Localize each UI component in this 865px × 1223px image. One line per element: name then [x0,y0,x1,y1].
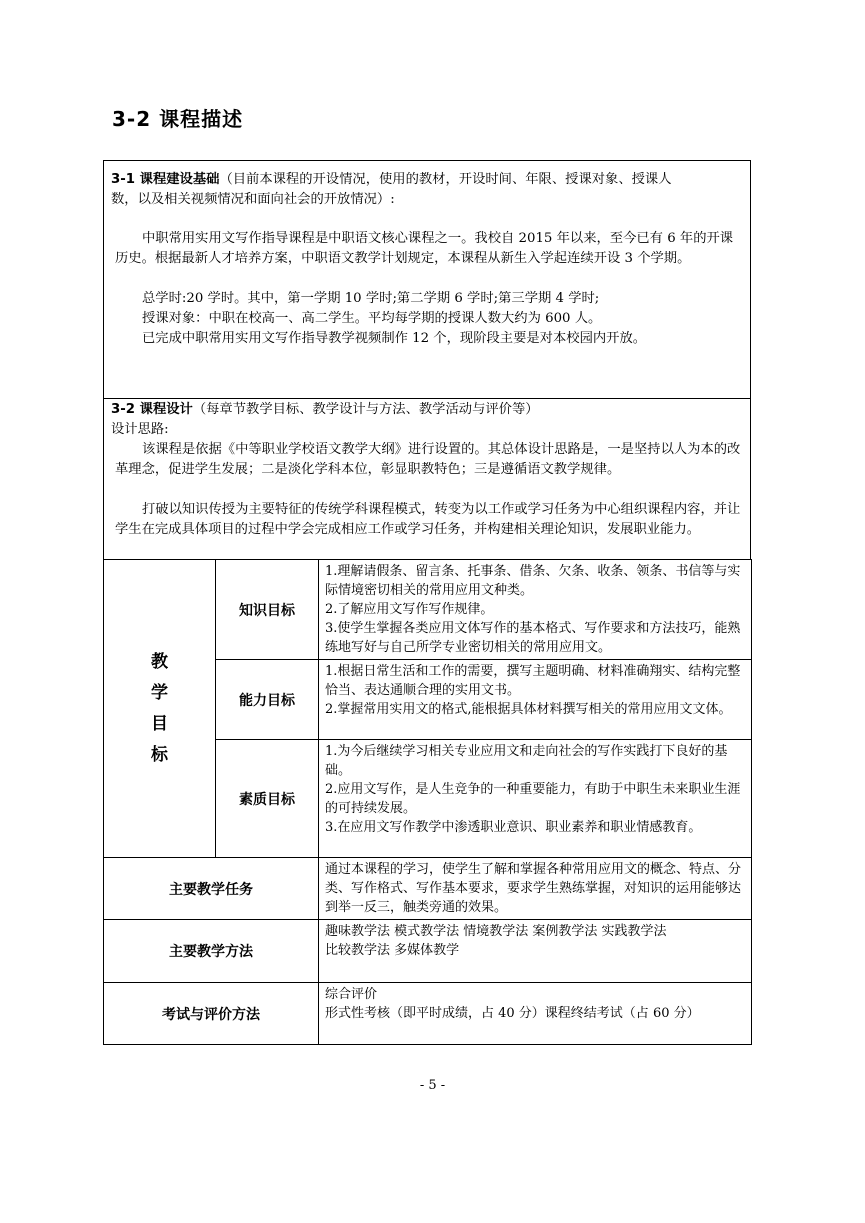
design-ideas-label: 设计思路: [111,422,169,437]
page-number: - 5 - [419,1078,446,1093]
evaluation-content: 综合评价 形式性考核（即平时成绩，占 40 分）课程终结考试（占 60 分） [319,983,752,1045]
course-design-block [103,398,751,559]
course-foundation-para-3: 授课对象：中职在校高一、高二学生。平均每学期的授课人数大约为 600 人。 [142,311,602,326]
section-title: 3-2 课程描述 [112,107,244,131]
course-foundation-block [103,160,751,399]
main-tasks-content: 通过本课程的学习，使学生了解和掌握各种常用应用文的概念、特点、分类、写作格式、写作基本要求，要求学生熟练掌握，对知识的运用能够达到举一反三，触类旁通的效果。 [319,858,752,920]
design-ideas-para-1: 该课程是依据《中等职业学校语文教学大纲》进行设置的。其总体设计思路是，一是坚持以人为本的改革理念，促进学生发展；二是淡化学科本位，彰显职教特色；三是遵循语文教学规律。 [115,442,741,477]
knowledge-goal-content: 1.理解请假条、留言条、托事条、借条、欠条、收条、领条、书信等与实际情境密切相关的常用应用文种类。 2.了解应用文写作写作规律。 3.使学生掌握各类应用文体写作的基本格式、写作要求和方法技巧，能熟练地写好与自己所学专业密切相关的常用应用文。 [319,560,752,660]
main-methods-row [104,920,752,983]
main-methods-content: 趣味教学法 模式教学法 情境教学法 案例教学法 实践教学法 比较教学法 多媒体教学 [319,920,752,983]
ability-goal-label: 能力目标 [216,660,319,740]
main-tasks-label: 主要教学任务 [104,858,319,920]
course-foundation-heading [111,170,743,210]
course-foundation-para-1: 中职常用实用文写作指导课程是中职语文核心课程之一。我校自 2015 年以来，至今已有 6 年的开课历史。根据最新人才培养方案，中职语文教学计划规定，本课程从新生入学起连续开设 3 个学期。 [115,231,734,266]
evaluation-label: 考试与评价方法 [104,983,319,1045]
course-foundation-para-2: 总学时:20 学时。其中，第一学期 10 学时;第二学期 6 学时;第三学期 4 学时; [142,291,600,306]
quality-goal-label: 素质目标 [216,740,319,858]
main-tasks-row [104,858,752,920]
course-design-title: 3-2 课程设计 [111,402,193,417]
goal-row-knowledge [104,560,752,660]
course-design-heading [111,400,743,420]
course-foundation-note-1: （目前本课程的开设情况，使用的教材，开设时间、年限、授课对象、授课人 [219,172,672,187]
course-design-note: （每章节教学目标、教学设计与方法、教学活动与评价等） [192,402,539,417]
quality-goal-content: 1.为今后继续学习相关专业应用文和走向社会的写作实践打下良好的基础。 2.应用文写作，是人生竞争的一种重要能力，有助于中职生未来职业生涯的可持续发展。 3.在应用文写作教学中渗透职业意识、职业素养和职业情感教育。 [319,740,752,858]
course-foundation-note-2: 数，以及相关视频情况和面向社会的开放情况）: [111,192,395,207]
course-foundation-title: 3-1 课程建设基础 [111,172,220,187]
knowledge-goal-label: 知识目标 [216,560,319,660]
teaching-goals-label: 教 学 目 标 [104,560,216,858]
ability-goal-content: 1.根据日常生活和工作的需要，撰写主题明确、材料准确翔实、结构完整恰当、表达通顺合理的实用文书。 2.掌握常用实用文的格式,能根据具体材料撰写相关的常用应用文文体。 [319,660,752,740]
evaluation-row [104,983,752,1045]
course-foundation-para-4: 已完成中职常用实用文写作指导教学视频制作 12 个，现阶段主要是对本校园内开放。 [142,331,647,346]
teaching-goals-table [103,559,752,1045]
main-methods-label: 主要教学方法 [104,920,319,983]
design-ideas-para-2: 打破以知识传授为主要特征的传统学科课程模式，转变为以工作或学习任务为中心组织课程内容，并让学生在完成具体项目的过程中学会完成相应工作或学习任务，并构建相关理论知识，发展职业能力。 [115,502,741,537]
